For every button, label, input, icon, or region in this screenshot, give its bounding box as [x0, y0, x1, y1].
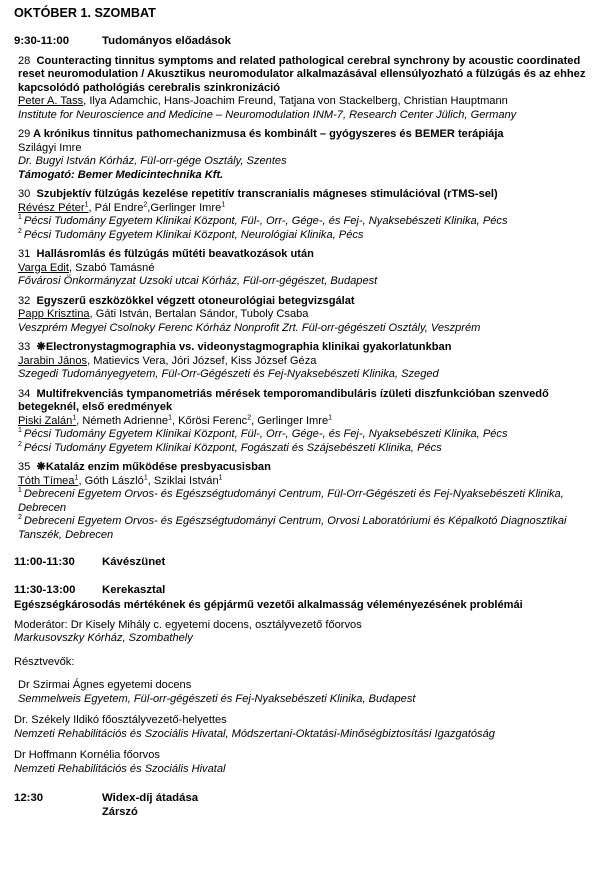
coauthors: , Matievics Vera, Jóri József, Kiss József Géza — [87, 354, 317, 367]
coauthor: , Sziklai István — [147, 474, 219, 487]
affiliation-1 — [18, 215, 594, 229]
sponsor: Támogató: Bemer Medicintechnika Kft. — [18, 168, 224, 181]
talk-title-text: Counteracting tinnitus symptoms and related pathological cerebral synchrony by acoustic coordinated reset neuromodulation / Akusztikus neuromodulator alkalmazásával ellensúlyozható a fülzúgás és az ehhez kapcsolódó pathológiás cerebralis szinkronizáció — [18, 54, 586, 94]
affiliation-1 — [18, 488, 594, 515]
session-coffee-break — [14, 556, 594, 570]
participant — [14, 749, 594, 776]
talk-number: 35 — [18, 461, 31, 473]
talk-title — [18, 388, 594, 415]
coauthor: , Kőrösi Ferenc — [171, 414, 248, 427]
talk-number: 32 — [18, 294, 31, 307]
affiliation-number: 2 — [18, 514, 22, 522]
affiliation-text: Pécsi Tudomány Egyetem Klinikai Központ, Fogászati és Szájsebészeti Klinika, Pécs — [23, 441, 442, 454]
talk-authors — [18, 415, 594, 429]
session-scientific — [14, 35, 594, 49]
participant-institution: Semmelweis Egyetem, Fül-orr-gégészeti és Fej-Nyaksebészeti Klinika, Budapest — [18, 692, 416, 705]
affiliation-text: Pécsi Tudomány Egyetem Klinikai Központ, Fül-, Orr-, Gége-, és Fej-, Nyaksebészeti Klinika, Pécs — [23, 428, 508, 440]
presenter — [18, 415, 76, 427]
panel-title: Egészségkárosodás mértékének és gépjármű vezetői alkalmasság véleményezésének problémái — [14, 599, 523, 611]
coauthor: ,Gerlinger Imre — [147, 201, 222, 214]
coauthor: , Németh Adrienne — [76, 414, 169, 427]
institution: Fővárosi Önkormányzat Uzsoki utcai Kórház, Fül-orr-gégészet, Budapest — [18, 275, 378, 287]
session-time: 9:30-11:00 — [14, 35, 70, 47]
session-time: 11:30-13:00 — [14, 583, 76, 596]
session-title: Kávészünet — [102, 556, 166, 568]
coauthor: , Pál Endre — [88, 201, 144, 214]
talk-title — [18, 128, 594, 142]
presenter: Varga Edit — [18, 261, 69, 274]
talk-33 — [18, 341, 594, 382]
talk-title-text: A krónikus tinnitus pathomechanizmusa és kombinált – gyógyszeres és BEMER terápiája — [33, 128, 504, 140]
moderator-name: Moderátor: Dr Kisely Mihály c. egyetemi docens, osztályvezető főorvos — [14, 618, 362, 631]
affiliation-number: 2 — [18, 227, 22, 235]
affiliation-mark: 1 — [84, 200, 89, 208]
talk-title-text: Hallásromlás és fülzúgás műtéti beavatkozások után — [36, 248, 314, 260]
talk-number: 29 — [18, 128, 31, 140]
talk-title-text: Egyszerű eszközökkel végzett otoneurológiai betegvizsgálat — [36, 294, 355, 307]
affiliation-mark: 2 — [143, 200, 148, 208]
talk-28 — [18, 55, 594, 123]
institution: Dr. Bugyi István Kórház, Fül-orr-gége Osztály, Szentes — [18, 155, 287, 167]
talk-authors — [18, 262, 594, 276]
affiliation-text: Debreceni Egyetem Orvos- és Egészségtudományi Centrum, Fül-Orr-Gégészeti és Fej-Nyaksebészeti Klinika, Debrecen — [18, 488, 564, 514]
participant-institution: Nemzeti Rehabilitációs és Szociális Hivatal, Módszertani-Oktatási-Minőségbiztosítási Igazgatóság — [14, 727, 495, 740]
coauthor: , Góth László — [78, 474, 144, 487]
participants-label: Résztvevők: — [14, 655, 75, 668]
affiliation-mark: 1 — [72, 413, 77, 421]
session-title: Widex-díj átadása — [102, 792, 199, 804]
affiliation-mark: 1 — [221, 200, 226, 208]
presenter — [18, 202, 89, 214]
participant-name: Dr Hoffmann Kornélia főorvos — [14, 749, 160, 761]
presenter-name: Révész Péter — [18, 201, 85, 214]
talk-authors — [18, 355, 594, 369]
talk-29 — [18, 128, 594, 182]
affiliation-2 — [18, 229, 594, 243]
affiliation-text: Pécsi Tudomány Egyetem Klinikai Központ, Neurológiai Klinika, Pécs — [23, 228, 364, 241]
talk-title — [18, 295, 594, 309]
affiliation-mark: 1 — [74, 473, 79, 481]
affiliation-1 — [18, 428, 594, 442]
affiliation-mark: 2 — [247, 413, 252, 421]
moderator — [14, 619, 594, 646]
talk-number: 34 — [18, 387, 31, 400]
affiliation-2 — [18, 442, 594, 456]
session-time: 11:00-11:30 — [14, 556, 75, 568]
session-title: Kerekasztal — [102, 583, 166, 596]
institution: Veszprém Megyei Csolnoky Ferenc Kórház Nonprofit Zrt. Fül-orr-gégészeti Osztály, Veszprém — [18, 321, 481, 334]
talk-32 — [18, 295, 594, 336]
affiliation-2 — [18, 515, 594, 542]
talk-title-text: Kataláz enzim működése presbyacusisban — [45, 461, 271, 473]
presenter: Papp Krisztina — [18, 308, 90, 320]
session-time: 12:30 — [14, 792, 44, 804]
talk-35 — [18, 461, 594, 542]
student-star-icon: ❋ — [36, 341, 46, 353]
talk-title — [18, 55, 594, 96]
coauthors: , Gáti István, Bertalan Sándor, Tuboly Csaba — [89, 308, 309, 320]
presenter: Jarabin János — [18, 354, 88, 367]
talk-authors: Szilágyi Imre — [18, 141, 82, 154]
coauthors: , Szabó Tamásné — [68, 261, 155, 274]
affiliation-mark: 1 — [328, 413, 333, 421]
talk-title — [18, 341, 594, 355]
talk-title — [18, 248, 594, 262]
session-award — [14, 792, 594, 806]
talk-title-text: Electronystagmographia vs. videonystagmographia klinikai gyakorlatunkban — [45, 341, 452, 353]
affiliation-text: Debreceni Egyetem Orvos- és Egészségtudományi Centrum, Orvosi Laboratóriumi és Képalkotó Diagnosztikai Tanszék, Debrecen — [18, 515, 567, 541]
coauthor: , Gerlinger Imre — [251, 414, 329, 427]
talk-authors — [18, 308, 594, 322]
affiliation-number: 1 — [18, 427, 22, 435]
talk-34 — [18, 388, 594, 456]
participant-name: Dr Szirmai Ágnes egyetemi docens — [18, 679, 192, 691]
student-star-icon: ❋ — [36, 461, 46, 473]
session-title: Tudományos előadások — [102, 35, 231, 47]
talk-number: 31 — [18, 248, 31, 260]
affiliation-number: 1 — [18, 214, 22, 222]
talk-title-text: Multifrekvenciás tympanometriás mérések temporomandibuláris ízületi diszfunkcióban szenvedő betegeknél, első eredmények — [18, 387, 549, 413]
affiliation-mark: 1 — [168, 413, 172, 421]
talk-title — [18, 188, 594, 202]
program-page — [14, 6, 594, 819]
participant — [18, 679, 594, 706]
talk-authors — [18, 202, 594, 216]
presenter: Peter A. Tass — [18, 95, 84, 107]
presenter-name: Tóth Tímea — [18, 474, 75, 487]
talk-number: 28 — [18, 54, 31, 67]
session-round-table — [14, 584, 594, 598]
moderator-institution: Markusovszky Kórház, Szombathely — [14, 632, 193, 644]
institution: Szegedi Tudományegyetem, Fül-Orr-Gégészeti és Fej-Nyaksebészeti Klinika, Szeged — [18, 368, 439, 380]
institution: Institute for Neuroscience and Medicine – Neuromodulation INM-7, Research Center Jülich, Germany — [18, 108, 517, 121]
talk-31 — [18, 248, 594, 289]
affiliation-number: 1 — [18, 487, 22, 495]
closing-remarks: Zárszó — [102, 805, 138, 818]
day-title: OKTÓBER 1. SZOMBAT — [14, 6, 156, 20]
affiliation-text: Pécsi Tudomány Egyetem Klinikai Központ, Fül-, Orr-, Gége-, és Fej-, Nyaksebészeti Klinika, Pécs — [23, 215, 508, 227]
coauthors: , Ilya Adamchic, Hans-Joachim Freund, Tatjana von Stackelberg, Christian Hauptmann — [83, 95, 508, 107]
affiliation-number: 2 — [18, 440, 22, 448]
presenter-name: Piski Zalán — [18, 414, 73, 427]
talk-authors — [18, 475, 594, 489]
talk-30 — [18, 188, 594, 242]
talk-authors — [18, 95, 594, 109]
talk-number: 30 — [18, 188, 31, 200]
talk-number: 33 — [18, 341, 31, 353]
participant-institution: Nemzeti Rehabilitációs és Szociális Hivatal — [14, 762, 226, 775]
affiliation-mark: 1 — [143, 473, 148, 481]
talk-title — [18, 461, 594, 475]
presenter — [18, 475, 78, 487]
talk-title-text: Szubjektív fülzúgás kezelése repetitív transcranialis mágneses stimulációval (rTMS-sel) — [36, 188, 498, 200]
participant — [14, 714, 594, 741]
participant-name: Dr. Székely Ildikó főosztályvezető-helyettes — [14, 714, 227, 726]
affiliation-mark: 1 — [218, 473, 223, 481]
